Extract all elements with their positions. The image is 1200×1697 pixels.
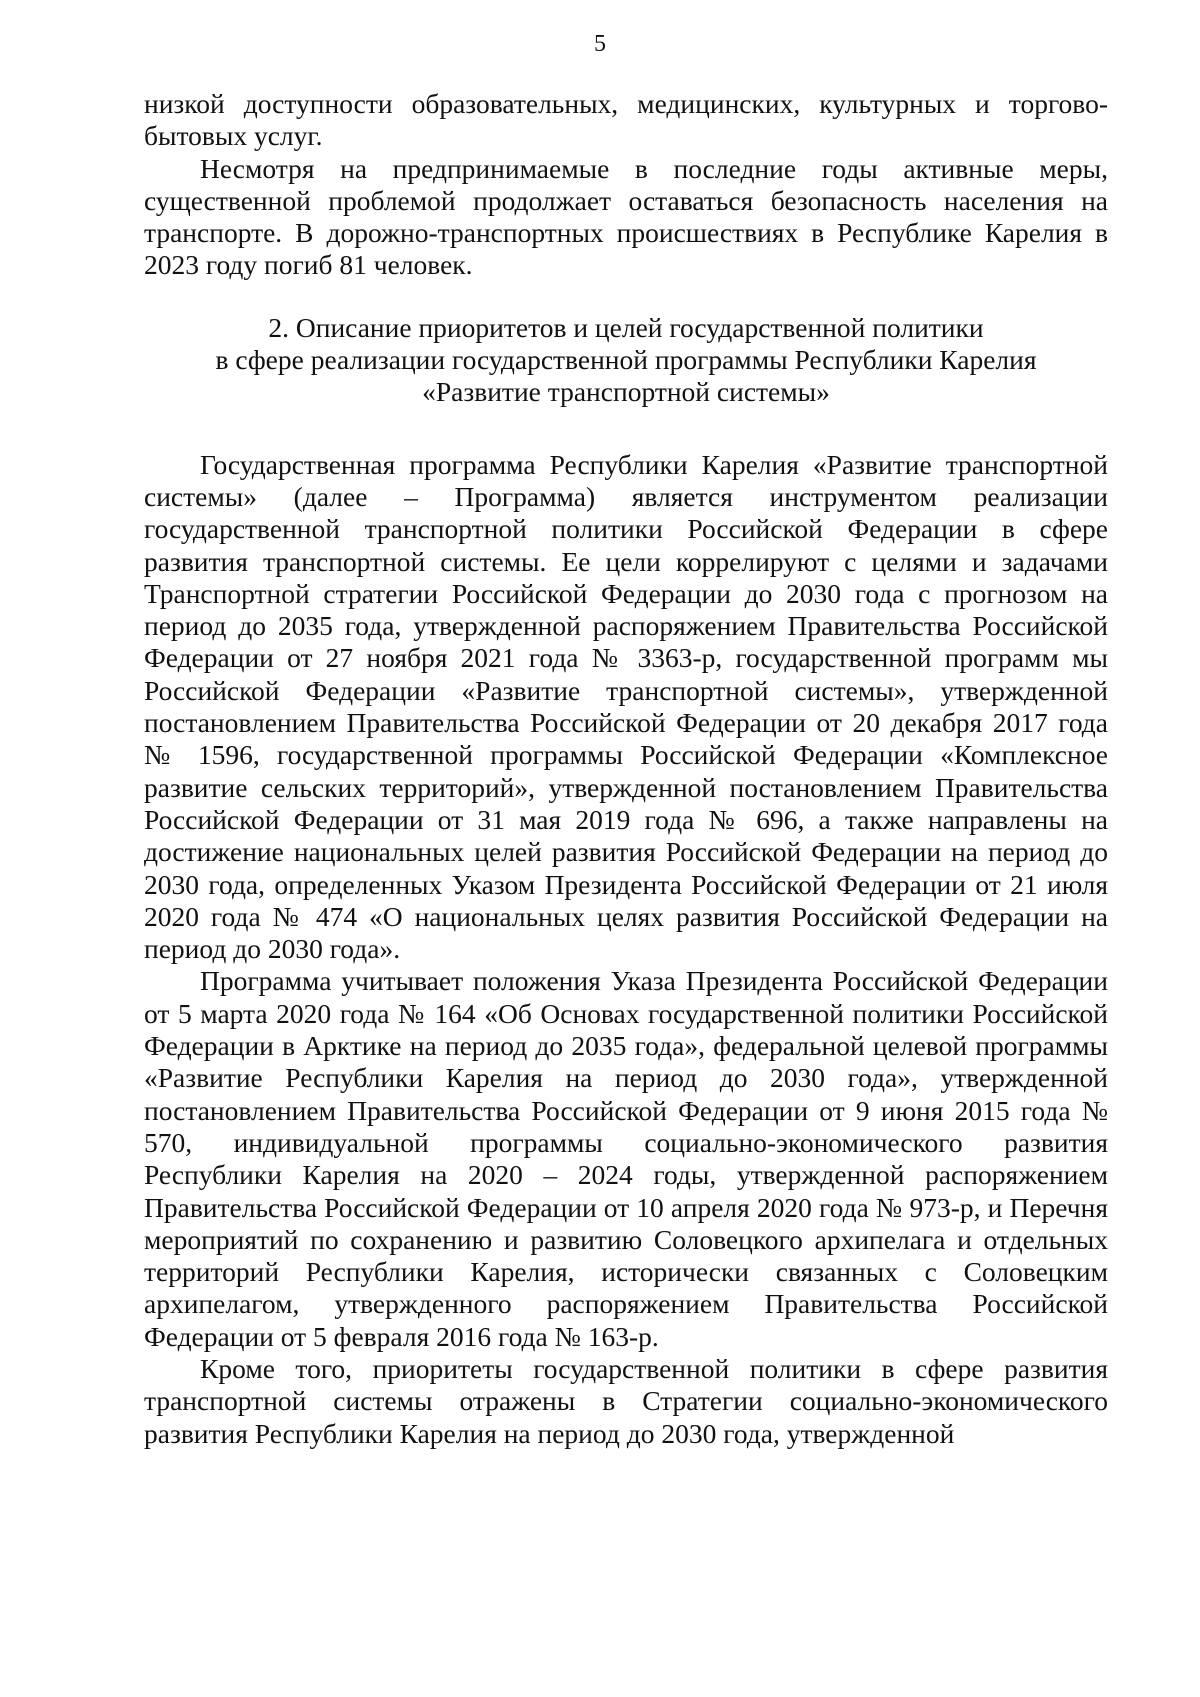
paragraph-strategy-priorities: Кроме того, приоритеты государственной политики в сфере развития транспортной системы отражены в Стратегии социально-экономического развития Республики Карелия на период до 2030 года, утвержденной bbox=[144, 1352, 1108, 1449]
document-body bbox=[144, 88, 1108, 1450]
section-heading-line-3: «Развитие транспортной системы» bbox=[422, 376, 830, 408]
paragraph-transport-safety: Несмотря на предпринимаемые в последние годы активные меры, существенной проблемой продолжает оставаться безопасность населения на транспорте. В дорожно-транспортных происшествиях в Республике Карелия в 2023 году погиб 81 человек. bbox=[144, 152, 1108, 281]
section-heading bbox=[144, 312, 1108, 409]
paragraph-program-description: Государственная программа Республики Карелия «Развитие транспортной системы» (далее – Программа) является инструментом реализации государственной транспортной политики Российской Федерации в сфере развития транспортной системы. Ее цели коррелируют с целями и задачами Транспортной стратегии Российской Федерации до 2030 года с прогнозом на период до 2035 года, утвержденной распоряжением Правительства Российской Федерации от 27 ноября 2021 года № 3363-р, государственной программ мы Российской Федерации «Развитие транспортной системы», утвержденной постановлением Правительства Российской Федерации от 20 декабря 2017 года № 1596, государственной программы Российской Федерации «Комплексное развитие сельских территорий», утвержденной постановлением Правительства Российской Федерации от 31 мая 2019 года № 696, а также направлены на достижение национальных целей развития Российской Федерации на период до 2030 года, определенных Указом Президента Российской Федерации от 21 июля 2020 года № 474 «О национальных целях развития Российской Федерации на период до 2030 года». bbox=[144, 448, 1108, 965]
section-heading-line-2: в сфере реализации государственной программы Республики Карелия bbox=[215, 344, 1037, 376]
page-number: 5 bbox=[594, 31, 606, 57]
section-heading-line-1: 2. Описание приоритетов и целей государственной политики bbox=[268, 311, 984, 343]
paragraph-continuation: низкой доступности образовательных, медицинских, культурных и торгово-бытовых услуг. bbox=[144, 88, 1108, 152]
paragraph-program-considerations: Программа учитывает положения Указа Президента Российской Федерации от 5 марта 2020 года № 164 «Об Основах государственной политики Российской Федерации в Арктике на период до 2035 года», федеральной целевой программы «Развитие Республики Карелия на период до 2030 года», утвержденной постановлением Правительства Российской Федерации от 9 июня 2015 года № 570, индивидуальной программы социально-экономического развития Республики Карелия на 2020 – 2024 годы, утвержденной распоряжением Правительства Российской Федерации от 10 апреля 2020 года № 973-р, и Перечня мероприятий по сохранению и развитию Соловецкого архипелага и отдельных территорий Республики Карелия, исторически связанных с Соловецким архипелагом, утвержденного распоряжением Правительства Российской Федерации от 5 февраля 2016 года № 163-р. bbox=[144, 965, 1108, 1352]
